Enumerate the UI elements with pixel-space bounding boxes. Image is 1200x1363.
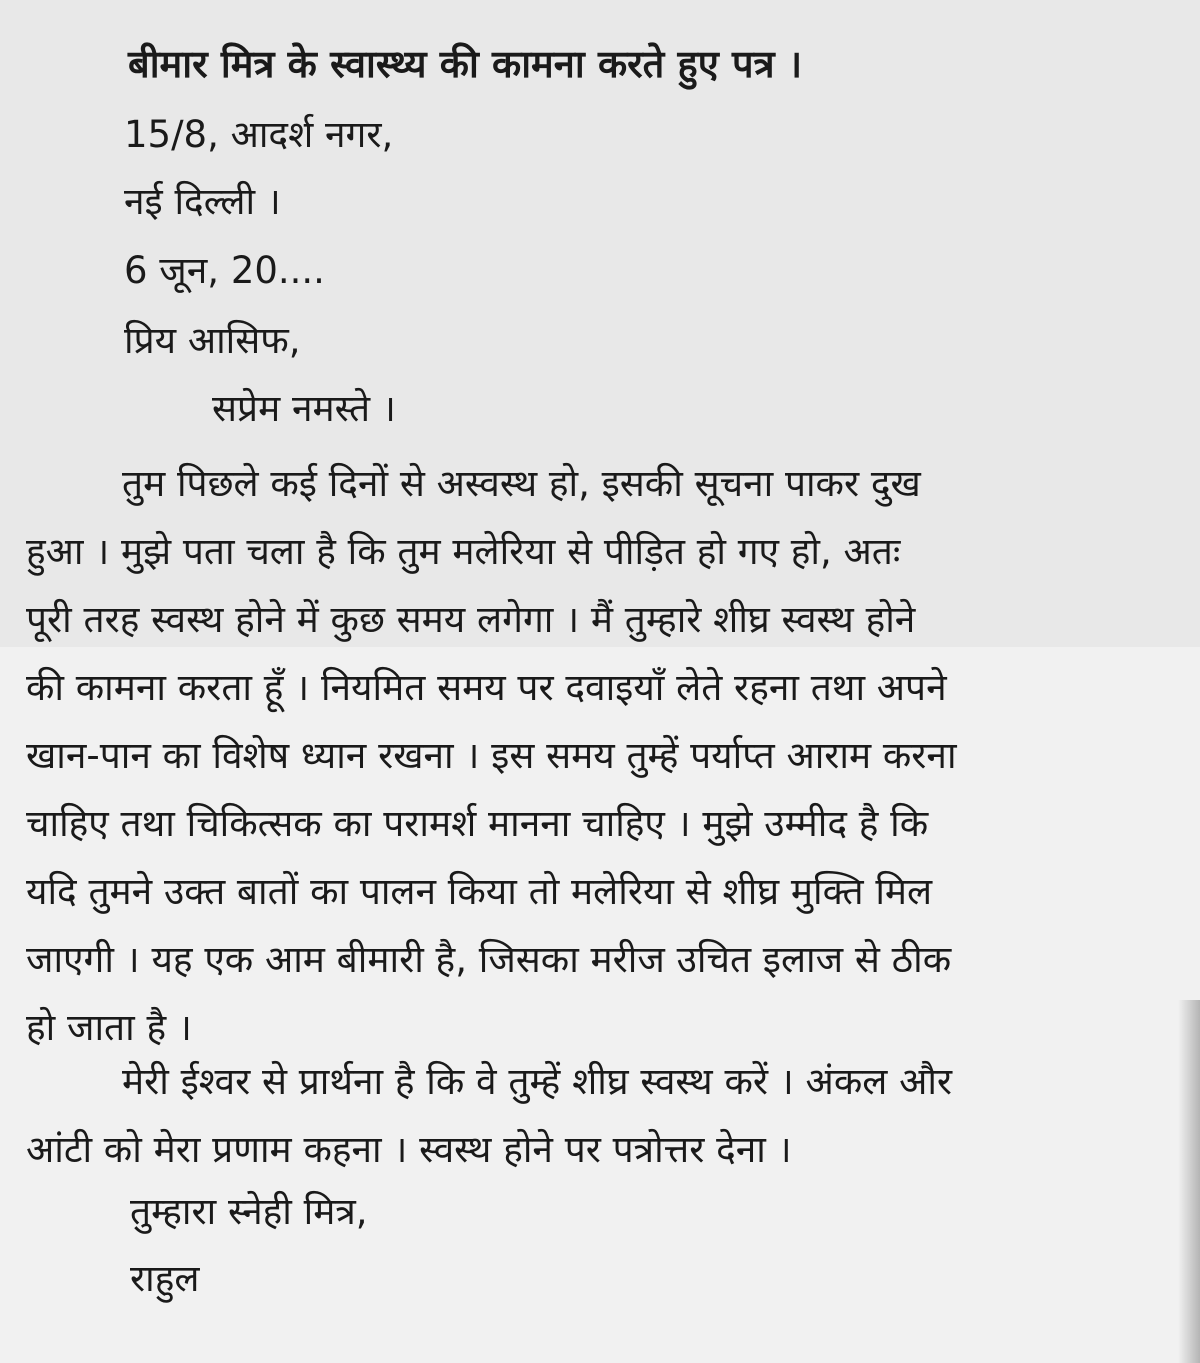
paragraph-line: खान-पान का विशेष ध्यान रखना । इस समय तुम्हें पर्याप्त आराम करना [26,734,957,777]
page-edge-shadow [1178,1000,1200,1363]
paragraph-line: हुआ । मुझे पता चला है कि तुम मलेरिया से पीड़ित हो गए हो, अतः [26,530,901,573]
salutation: प्रिय आसिफ, [124,319,301,362]
paragraph-line: तुम पिछले कई दिनों से अस्वस्थ हो, इसकी सूचना पाकर दुख [122,462,921,505]
paragraph-line: हो जाता है । [26,1006,192,1049]
greeting: सप्रेम नमस्ते । [212,387,396,430]
signature: राहुल [130,1257,200,1300]
paragraph-line: मेरी ईश्वर से प्रार्थना है कि वे तुम्हें शीघ्र स्वस्थ करें । अंकल और [122,1060,953,1103]
paragraph-line: चाहिए तथा चिकित्सक का परामर्श मानना चाहिए । मुझे उम्मीद है कि [26,802,929,845]
paragraph-line: जाएगी । यह एक आम बीमारी है, जिसका मरीज उचित इलाज से ठीक [26,938,952,981]
closing-line: तुम्हारा स्नेही मित्र, [130,1190,368,1233]
paragraph-line: की कामना करता हूँ । नियमित समय पर दवाइयाँ लेते रहना तथा अपने [26,666,947,709]
body-paragraph-1 [26,450,1176,1062]
paragraph-line: पूरी तरह स्वस्थ होने में कुछ समय लगेगा । मैं तुम्हारे शीघ्र स्वस्थ होने [26,598,916,641]
body-paragraph-2 [26,1048,1176,1184]
sender-address-line-1: 15/8, आदर्श नगर, [124,113,394,156]
paragraph-line: आंटी को मेरा प्रणाम कहना । स्वस्थ होने पर पत्रोत्तर देना । [26,1128,792,1171]
letter-date: 6 जून, 20.... [124,249,325,292]
sender-address-line-2: नई दिल्ली । [124,180,281,223]
letter-title: बीमार मित्र के स्वास्थ्य की कामना करते हुए पत्र । [128,42,803,86]
paragraph-line: यदि तुमने उक्त बातों का पालन किया तो मलेरिया से शीघ्र मुक्ति मिल [26,870,933,913]
